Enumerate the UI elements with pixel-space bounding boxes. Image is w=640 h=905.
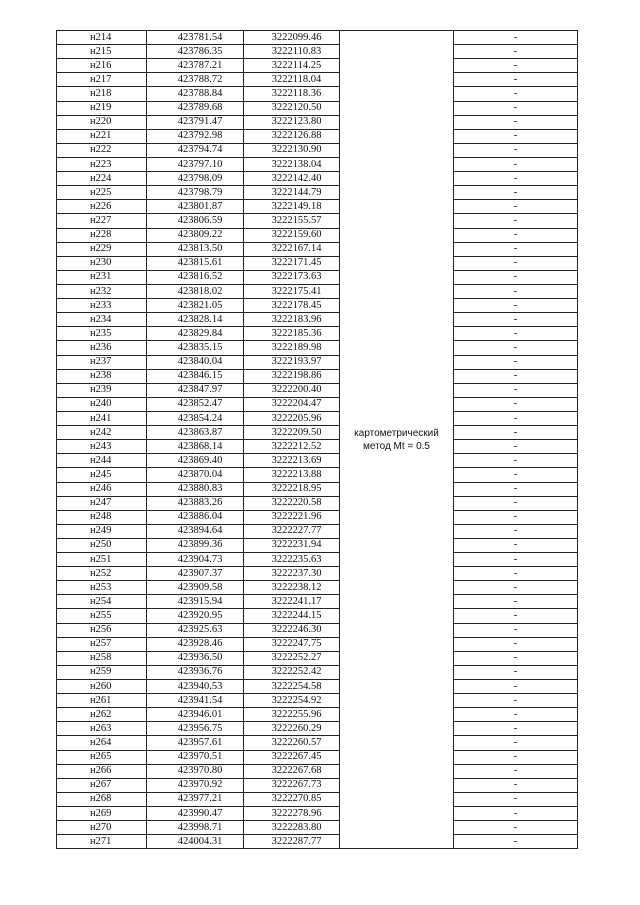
- point-id-cell: н253: [57, 581, 147, 595]
- accuracy-cell: -: [454, 327, 578, 341]
- point-id-cell: н223: [57, 157, 147, 171]
- point-id-cell: н229: [57, 242, 147, 256]
- accuracy-cell: -: [454, 722, 578, 736]
- point-id-cell: н226: [57, 200, 147, 214]
- accuracy-cell: -: [454, 313, 578, 327]
- point-id-cell: н217: [57, 73, 147, 87]
- accuracy-cell: -: [454, 270, 578, 284]
- y-coordinate-cell: 3222138.04: [244, 157, 340, 171]
- point-id-cell: н218: [57, 87, 147, 101]
- y-coordinate-cell: 3222252.42: [244, 665, 340, 679]
- point-id-cell: н241: [57, 411, 147, 425]
- table-row: [57, 129, 578, 143]
- y-coordinate-cell: 3222255.96: [244, 708, 340, 722]
- accuracy-cell: -: [454, 708, 578, 722]
- y-coordinate-cell: 3222178.45: [244, 299, 340, 313]
- x-coordinate-cell: 423970.92: [147, 778, 244, 792]
- y-coordinate-cell: 3222218.95: [244, 482, 340, 496]
- point-id-cell: н244: [57, 454, 147, 468]
- y-coordinate-cell: 3222235.63: [244, 553, 340, 567]
- point-id-cell: н252: [57, 567, 147, 581]
- accuracy-cell: -: [454, 411, 578, 425]
- table-row: [57, 157, 578, 171]
- x-coordinate-cell: 423977.21: [147, 792, 244, 806]
- y-coordinate-cell: 3222254.92: [244, 694, 340, 708]
- accuracy-cell: -: [454, 637, 578, 651]
- accuracy-cell: -: [454, 750, 578, 764]
- accuracy-cell: -: [454, 454, 578, 468]
- table-row: [57, 510, 578, 524]
- point-id-cell: н264: [57, 736, 147, 750]
- point-id-cell: н268: [57, 792, 147, 806]
- point-id-cell: н228: [57, 228, 147, 242]
- y-coordinate-cell: 3222221.96: [244, 510, 340, 524]
- x-coordinate-cell: 423798.09: [147, 172, 244, 186]
- method-text: метод Mt = 0.5: [363, 440, 430, 452]
- accuracy-cell: -: [454, 284, 578, 298]
- accuracy-cell: -: [454, 538, 578, 552]
- y-coordinate-cell: 3222213.69: [244, 454, 340, 468]
- point-id-cell: н237: [57, 355, 147, 369]
- table-row: [57, 538, 578, 552]
- x-coordinate-cell: 423813.50: [147, 242, 244, 256]
- y-coordinate-cell: 3222173.63: [244, 270, 340, 284]
- y-coordinate-cell: 3222149.18: [244, 200, 340, 214]
- y-coordinate-cell: 3222278.96: [244, 807, 340, 821]
- table-row: [57, 651, 578, 665]
- accuracy-cell: -: [454, 59, 578, 73]
- point-id-cell: н243: [57, 440, 147, 454]
- x-coordinate-cell: 423829.84: [147, 327, 244, 341]
- accuracy-cell: -: [454, 397, 578, 411]
- accuracy-cell: -: [454, 242, 578, 256]
- accuracy-cell: -: [454, 129, 578, 143]
- table-row: [57, 313, 578, 327]
- x-coordinate-cell: 423907.37: [147, 567, 244, 581]
- point-id-cell: н222: [57, 143, 147, 157]
- table-row: [57, 750, 578, 764]
- accuracy-cell: -: [454, 45, 578, 59]
- table-row: [57, 101, 578, 115]
- point-id-cell: н238: [57, 369, 147, 383]
- accuracy-cell: -: [454, 764, 578, 778]
- x-coordinate-cell: 423806.59: [147, 214, 244, 228]
- y-coordinate-cell: 3222213.88: [244, 468, 340, 482]
- y-coordinate-cell: 3222183.96: [244, 313, 340, 327]
- accuracy-cell: -: [454, 101, 578, 115]
- y-coordinate-cell: 3222171.45: [244, 256, 340, 270]
- accuracy-cell: -: [454, 736, 578, 750]
- y-coordinate-cell: 3222126.88: [244, 129, 340, 143]
- y-coordinate-cell: 3222130.90: [244, 143, 340, 157]
- point-id-cell: н239: [57, 383, 147, 397]
- accuracy-cell: -: [454, 553, 578, 567]
- x-coordinate-cell: 423789.68: [147, 101, 244, 115]
- x-coordinate-cell: 423809.22: [147, 228, 244, 242]
- x-coordinate-cell: 423920.95: [147, 609, 244, 623]
- x-coordinate-cell: 423886.04: [147, 510, 244, 524]
- y-coordinate-cell: 3222167.14: [244, 242, 340, 256]
- x-coordinate-cell: 423870.04: [147, 468, 244, 482]
- accuracy-cell: -: [454, 595, 578, 609]
- table-row: [57, 623, 578, 637]
- y-coordinate-cell: 3222209.50: [244, 426, 340, 440]
- table-row: [57, 228, 578, 242]
- accuracy-cell: -: [454, 426, 578, 440]
- table-row: [57, 468, 578, 482]
- y-coordinate-cell: 3222118.36: [244, 87, 340, 101]
- accuracy-cell: -: [454, 651, 578, 665]
- table-row: [57, 31, 578, 45]
- table-row: [57, 736, 578, 750]
- accuracy-cell: -: [454, 440, 578, 454]
- table-row: [57, 299, 578, 313]
- point-id-cell: н221: [57, 129, 147, 143]
- point-id-cell: н263: [57, 722, 147, 736]
- table-row: [57, 327, 578, 341]
- y-coordinate-cell: 3222227.77: [244, 524, 340, 538]
- accuracy-cell: -: [454, 341, 578, 355]
- x-coordinate-cell: 423956.75: [147, 722, 244, 736]
- table-row: [57, 722, 578, 736]
- accuracy-cell: -: [454, 355, 578, 369]
- y-coordinate-cell: 3222220.58: [244, 496, 340, 510]
- x-coordinate-cell: 423941.54: [147, 694, 244, 708]
- point-id-cell: н214: [57, 31, 147, 45]
- point-id-cell: н261: [57, 694, 147, 708]
- accuracy-cell: -: [454, 835, 578, 849]
- accuracy-cell: -: [454, 115, 578, 129]
- point-id-cell: н257: [57, 637, 147, 651]
- y-coordinate-cell: 3222244.15: [244, 609, 340, 623]
- accuracy-cell: -: [454, 369, 578, 383]
- y-coordinate-cell: 3222260.57: [244, 736, 340, 750]
- x-coordinate-cell: 423854.24: [147, 411, 244, 425]
- y-coordinate-cell: 3222099.46: [244, 31, 340, 45]
- point-id-cell: н232: [57, 284, 147, 298]
- x-coordinate-cell: 423894.64: [147, 524, 244, 538]
- table-row: [57, 59, 578, 73]
- table-row: [57, 553, 578, 567]
- x-coordinate-cell: 423899.36: [147, 538, 244, 552]
- table-row: [57, 581, 578, 595]
- y-coordinate-cell: 3222267.73: [244, 778, 340, 792]
- y-coordinate-cell: 3222155.57: [244, 214, 340, 228]
- point-id-cell: н249: [57, 524, 147, 538]
- table-row: [57, 482, 578, 496]
- x-coordinate-cell: 423797.10: [147, 157, 244, 171]
- table-row: [57, 792, 578, 806]
- table-row: [57, 355, 578, 369]
- accuracy-cell: -: [454, 383, 578, 397]
- accuracy-cell: -: [454, 200, 578, 214]
- accuracy-cell: -: [454, 665, 578, 679]
- x-coordinate-cell: 423990.47: [147, 807, 244, 821]
- point-id-cell: н230: [57, 256, 147, 270]
- point-id-cell: н256: [57, 623, 147, 637]
- x-coordinate-cell: 423818.02: [147, 284, 244, 298]
- x-coordinate-cell: 423869.40: [147, 454, 244, 468]
- y-coordinate-cell: 3222185.36: [244, 327, 340, 341]
- y-coordinate-cell: 3222142.40: [244, 172, 340, 186]
- point-id-cell: н262: [57, 708, 147, 722]
- y-coordinate-cell: 3222123.80: [244, 115, 340, 129]
- x-coordinate-cell: 423828.14: [147, 313, 244, 327]
- x-coordinate-cell: 423863.87: [147, 426, 244, 440]
- point-id-cell: н250: [57, 538, 147, 552]
- y-coordinate-cell: 3222267.68: [244, 764, 340, 778]
- y-coordinate-cell: 3222205.96: [244, 411, 340, 425]
- table-row: [57, 172, 578, 186]
- accuracy-cell: -: [454, 186, 578, 200]
- y-coordinate-cell: 3222198.86: [244, 369, 340, 383]
- table-row: [57, 73, 578, 87]
- accuracy-cell: -: [454, 256, 578, 270]
- y-coordinate-cell: 3222159.60: [244, 228, 340, 242]
- x-coordinate-cell: 423801.87: [147, 200, 244, 214]
- table-row: [57, 708, 578, 722]
- y-coordinate-cell: 3222144.79: [244, 186, 340, 200]
- x-coordinate-cell: 423957.61: [147, 736, 244, 750]
- table-row: [57, 242, 578, 256]
- x-coordinate-cell: 423936.76: [147, 665, 244, 679]
- point-id-cell: н246: [57, 482, 147, 496]
- table-row: [57, 764, 578, 778]
- table-row: [57, 200, 578, 214]
- point-id-cell: н224: [57, 172, 147, 186]
- y-coordinate-cell: 3222238.12: [244, 581, 340, 595]
- x-coordinate-cell: 423791.47: [147, 115, 244, 129]
- x-coordinate-cell: 423781.54: [147, 31, 244, 45]
- point-id-cell: н269: [57, 807, 147, 821]
- y-coordinate-cell: 3222247.75: [244, 637, 340, 651]
- point-id-cell: н216: [57, 59, 147, 73]
- x-coordinate-cell: 423998.71: [147, 821, 244, 835]
- y-coordinate-cell: 3222204.47: [244, 397, 340, 411]
- accuracy-cell: -: [454, 821, 578, 835]
- x-coordinate-cell: 423787.21: [147, 59, 244, 73]
- table-row: [57, 454, 578, 468]
- accuracy-cell: -: [454, 581, 578, 595]
- accuracy-cell: -: [454, 694, 578, 708]
- point-id-cell: н259: [57, 665, 147, 679]
- y-coordinate-cell: 3222260.29: [244, 722, 340, 736]
- table-row: [57, 524, 578, 538]
- point-id-cell: н240: [57, 397, 147, 411]
- x-coordinate-cell: 423788.84: [147, 87, 244, 101]
- x-coordinate-cell: 423821.05: [147, 299, 244, 313]
- y-coordinate-cell: 3222120.50: [244, 101, 340, 115]
- table-row: [57, 778, 578, 792]
- table-row: [57, 637, 578, 651]
- x-coordinate-cell: 423970.80: [147, 764, 244, 778]
- table-row: [57, 694, 578, 708]
- accuracy-cell: -: [454, 87, 578, 101]
- table-row: [57, 186, 578, 200]
- point-id-cell: н260: [57, 680, 147, 694]
- y-coordinate-cell: 3222254.58: [244, 680, 340, 694]
- x-coordinate-cell: 423946.01: [147, 708, 244, 722]
- accuracy-cell: -: [454, 609, 578, 623]
- point-id-cell: н231: [57, 270, 147, 284]
- table-row: [57, 665, 578, 679]
- x-coordinate-cell: 423915.94: [147, 595, 244, 609]
- accuracy-cell: -: [454, 73, 578, 87]
- accuracy-cell: -: [454, 143, 578, 157]
- point-id-cell: н267: [57, 778, 147, 792]
- y-coordinate-cell: 3222118.04: [244, 73, 340, 87]
- coordinates-table: [56, 30, 578, 849]
- point-id-cell: н215: [57, 45, 147, 59]
- point-id-cell: н234: [57, 313, 147, 327]
- y-coordinate-cell: 3222246.30: [244, 623, 340, 637]
- accuracy-cell: -: [454, 468, 578, 482]
- point-id-cell: н235: [57, 327, 147, 341]
- x-coordinate-cell: 423868.14: [147, 440, 244, 454]
- point-id-cell: н247: [57, 496, 147, 510]
- accuracy-cell: -: [454, 228, 578, 242]
- table-row: [57, 680, 578, 694]
- accuracy-cell: -: [454, 214, 578, 228]
- table-row: [57, 341, 578, 355]
- x-coordinate-cell: 423798.79: [147, 186, 244, 200]
- table-row: [57, 383, 578, 397]
- coordinates-table-body: [57, 31, 578, 849]
- y-coordinate-cell: 3222252.27: [244, 651, 340, 665]
- accuracy-cell: -: [454, 807, 578, 821]
- point-id-cell: н265: [57, 750, 147, 764]
- table-row: [57, 411, 578, 425]
- point-id-cell: н254: [57, 595, 147, 609]
- x-coordinate-cell: 423846.15: [147, 369, 244, 383]
- y-coordinate-cell: 3222110.83: [244, 45, 340, 59]
- point-id-cell: н220: [57, 115, 147, 129]
- table-row: [57, 835, 578, 849]
- point-id-cell: н266: [57, 764, 147, 778]
- table-row: [57, 143, 578, 157]
- table-row: [57, 807, 578, 821]
- accuracy-cell: -: [454, 172, 578, 186]
- y-coordinate-cell: 3222114.25: [244, 59, 340, 73]
- table-row: [57, 284, 578, 298]
- accuracy-cell: -: [454, 31, 578, 45]
- x-coordinate-cell: 423925.63: [147, 623, 244, 637]
- y-coordinate-cell: 3222270.85: [244, 792, 340, 806]
- x-coordinate-cell: 423940.53: [147, 680, 244, 694]
- x-coordinate-cell: 423883.26: [147, 496, 244, 510]
- table-row: [57, 440, 578, 454]
- point-id-cell: н251: [57, 553, 147, 567]
- table-row: [57, 821, 578, 835]
- method-cell: [340, 31, 454, 849]
- accuracy-cell: -: [454, 496, 578, 510]
- accuracy-cell: -: [454, 299, 578, 313]
- point-id-cell: н236: [57, 341, 147, 355]
- x-coordinate-cell: 423904.73: [147, 553, 244, 567]
- table-row: [57, 214, 578, 228]
- point-id-cell: н219: [57, 101, 147, 115]
- point-id-cell: н242: [57, 426, 147, 440]
- point-id-cell: н270: [57, 821, 147, 835]
- table-row: [57, 256, 578, 270]
- x-coordinate-cell: 423794.74: [147, 143, 244, 157]
- x-coordinate-cell: 423835.15: [147, 341, 244, 355]
- point-id-cell: н225: [57, 186, 147, 200]
- x-coordinate-cell: 423815.61: [147, 256, 244, 270]
- x-coordinate-cell: 423788.72: [147, 73, 244, 87]
- y-coordinate-cell: 3222175.41: [244, 284, 340, 298]
- y-coordinate-cell: 3222287.77: [244, 835, 340, 849]
- x-coordinate-cell: 423936.50: [147, 651, 244, 665]
- point-id-cell: н233: [57, 299, 147, 313]
- point-id-cell: н255: [57, 609, 147, 623]
- accuracy-cell: -: [454, 510, 578, 524]
- point-id-cell: н227: [57, 214, 147, 228]
- accuracy-cell: -: [454, 567, 578, 581]
- point-id-cell: н248: [57, 510, 147, 524]
- y-coordinate-cell: 3222200.40: [244, 383, 340, 397]
- x-coordinate-cell: 423970.51: [147, 750, 244, 764]
- table-row: [57, 567, 578, 581]
- point-id-cell: н258: [57, 651, 147, 665]
- x-coordinate-cell: 423792.98: [147, 129, 244, 143]
- accuracy-cell: -: [454, 778, 578, 792]
- x-coordinate-cell: 423840.04: [147, 355, 244, 369]
- table-row: [57, 609, 578, 623]
- point-id-cell: н271: [57, 835, 147, 849]
- x-coordinate-cell: 423928.46: [147, 637, 244, 651]
- accuracy-cell: -: [454, 680, 578, 694]
- x-coordinate-cell: 423880.83: [147, 482, 244, 496]
- table-row: [57, 115, 578, 129]
- accuracy-cell: -: [454, 623, 578, 637]
- x-coordinate-cell: 424004.31: [147, 835, 244, 849]
- y-coordinate-cell: 3222237.30: [244, 567, 340, 581]
- y-coordinate-cell: 3222212.52: [244, 440, 340, 454]
- table-row: [57, 270, 578, 284]
- table-row: [57, 397, 578, 411]
- table-row: [57, 496, 578, 510]
- x-coordinate-cell: 423786.35: [147, 45, 244, 59]
- accuracy-cell: -: [454, 482, 578, 496]
- accuracy-cell: -: [454, 157, 578, 171]
- y-coordinate-cell: 3222231.94: [244, 538, 340, 552]
- x-coordinate-cell: 423847.97: [147, 383, 244, 397]
- point-id-cell: н245: [57, 468, 147, 482]
- accuracy-cell: -: [454, 524, 578, 538]
- method-text: картометрический: [354, 427, 439, 439]
- y-coordinate-cell: 3222241.17: [244, 595, 340, 609]
- table-row: [57, 595, 578, 609]
- table-row: [57, 87, 578, 101]
- table-row: [57, 426, 578, 440]
- accuracy-cell: -: [454, 792, 578, 806]
- y-coordinate-cell: 3222283.80: [244, 821, 340, 835]
- y-coordinate-cell: 3222189.98: [244, 341, 340, 355]
- x-coordinate-cell: 423852.47: [147, 397, 244, 411]
- x-coordinate-cell: 423816.52: [147, 270, 244, 284]
- y-coordinate-cell: 3222267.45: [244, 750, 340, 764]
- table-row: [57, 45, 578, 59]
- table-row: [57, 369, 578, 383]
- x-coordinate-cell: 423909.58: [147, 581, 244, 595]
- y-coordinate-cell: 3222193.97: [244, 355, 340, 369]
